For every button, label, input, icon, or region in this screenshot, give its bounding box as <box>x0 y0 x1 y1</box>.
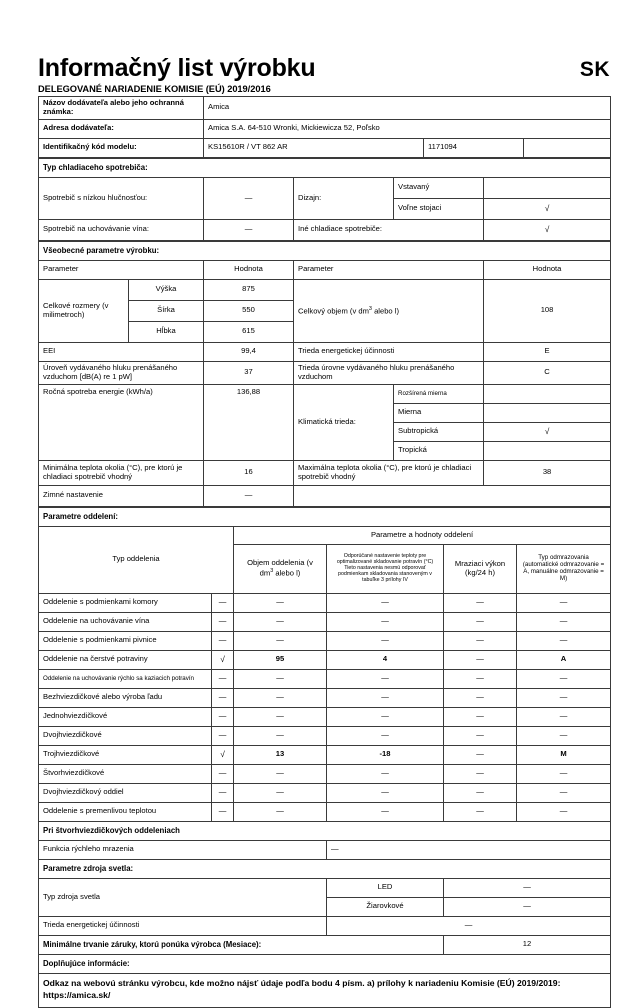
table-row <box>39 954 611 973</box>
document-header <box>38 56 610 81</box>
design-label: Dizajn: <box>294 177 394 219</box>
table-row <box>39 859 611 878</box>
table-row <box>39 802 611 821</box>
compartment-present: — <box>212 764 234 783</box>
fast-freeze-value: — <box>327 840 611 859</box>
noise-class-label: Trieda úrovne vydávaného hluku prenášaného vzduchom <box>294 361 484 384</box>
compartment-volume: — <box>234 707 327 726</box>
compartment-volume: 95 <box>234 650 327 669</box>
compartment-label: Oddelenie s podmienkami komory <box>39 593 212 612</box>
winter-setting-value: — <box>204 485 294 506</box>
compartment-freezing: — <box>444 593 517 612</box>
manufacturer-website-note: Odkaz na webovú stránku výrobcu, kde možno nájsť údaje podľa bodu 4 písm. a) prílohy k nariadeniu Komisie (EÚ) 2019/2019: https://amica.sk/ <box>39 973 611 1007</box>
height-value: 875 <box>204 279 294 300</box>
compartment-temp: 4 <box>327 650 444 669</box>
noise-level-value: 37 <box>204 361 294 384</box>
table-row <box>39 764 611 783</box>
light-efficiency-value: — <box>327 916 611 935</box>
compartment-present: — <box>212 612 234 631</box>
climate-tropical-value <box>484 441 611 460</box>
table-row <box>39 973 611 1007</box>
compartment-present: — <box>212 631 234 650</box>
light-source-type-label: Typ zdroja svetla <box>39 878 327 916</box>
compartment-freezing: — <box>444 688 517 707</box>
table-row <box>39 485 611 506</box>
low-noise-label: Spotrebič s nízkou hlučnosťou: <box>39 177 204 219</box>
compartment-temp: — <box>327 612 444 631</box>
compartment-defrost: — <box>517 688 611 707</box>
compartment-freezing: — <box>444 783 517 802</box>
table-row <box>39 138 611 157</box>
table-row <box>39 707 611 726</box>
design-builtin-value <box>484 177 611 198</box>
warranty-value: 12 <box>444 935 611 954</box>
compartment-volume: — <box>234 669 327 688</box>
model-code-value: KS15610R / VT 862 AR <box>204 138 424 157</box>
compartment-volume: — <box>234 783 327 802</box>
compartment-volume: — <box>234 726 327 745</box>
compartment-label: Štvorhviezdičkové <box>39 764 212 783</box>
low-noise-value: — <box>204 177 294 219</box>
compartment-present: — <box>212 802 234 821</box>
table-row <box>39 593 611 612</box>
compartment-freezing: — <box>444 726 517 745</box>
climate-temperate-label: Mierna <box>394 403 484 422</box>
supplier-address-value: Amica S.A. 64-510 Wronki, Mickiewicza 52, Poľsko <box>204 119 611 138</box>
compartment-freezing: — <box>444 707 517 726</box>
table-row <box>39 241 611 260</box>
compartment-label: Dvojhviezdičkový oddiel <box>39 783 212 802</box>
depth-value: 615 <box>204 321 294 342</box>
table-row <box>39 526 611 544</box>
compartment-temp: — <box>327 669 444 688</box>
compartment-freezing: — <box>444 802 517 821</box>
table-row <box>39 361 611 384</box>
warranty-label: Minimálne trvanie záruky, ktorú ponúka výrobca (Mesiace): <box>39 935 444 954</box>
eei-label: EEI <box>39 342 204 361</box>
compartment-defrost: — <box>517 802 611 821</box>
supplier-name-label: Názov dodávateľa alebo jeho ochranná známka: <box>39 97 204 120</box>
compartment-present: — <box>212 688 234 707</box>
table-row <box>39 342 611 361</box>
table-row <box>39 219 611 240</box>
energy-class-value: E <box>484 342 611 361</box>
col-defrost-type: Typ odmrazovania (automatické odmrazovanie = A, manuálne odmrazovanie = M) <box>517 544 611 593</box>
table-row <box>39 821 611 840</box>
compartment-defrost: — <box>517 726 611 745</box>
incandescent-value: — <box>444 897 611 916</box>
appliance-type-section-title: Typ chladiaceho spotrebiča: <box>39 158 611 177</box>
table-row <box>39 507 611 526</box>
climate-class-label: Klimatická trieda: <box>294 384 394 460</box>
table-row <box>39 177 611 198</box>
climate-subtropical-value: √ <box>484 422 611 441</box>
table-row <box>39 260 611 279</box>
incandescent-label: Žiarovkové <box>327 897 444 916</box>
total-volume-value: 108 <box>484 279 611 342</box>
compartment-temp: — <box>327 783 444 802</box>
compartment-label: Bezhviezdičkové alebo výroba ľadu <box>39 688 212 707</box>
col-parameter-1: Parameter <box>39 260 204 279</box>
noise-level-label: Úroveň vydávaného hluku prenášaného vzduchom [dB(A) re 1 pW] <box>39 361 204 384</box>
table-row <box>39 745 611 764</box>
light-efficiency-label: Trieda energetickej účinnosti <box>39 916 327 935</box>
table-row <box>39 631 611 650</box>
table-row <box>39 158 611 177</box>
model-code-label: Identifikačný kód modelu: <box>39 138 204 157</box>
table-row <box>39 878 611 897</box>
height-label: Výška <box>129 279 204 300</box>
col-freezing-capacity: Mraziaci výkon (kg/24 h) <box>444 544 517 593</box>
table-row <box>39 97 611 120</box>
table-row <box>39 279 611 300</box>
dimensions-label: Celkové rozmery (v milimetroch) <box>39 279 129 342</box>
annual-energy-label: Ročná spotreba energie (kWh/a) <box>39 384 204 460</box>
max-temp-label: Maximálna teplota okolia (°C), pre ktorú je chladiaci spotrebič vhodný <box>294 460 484 485</box>
table-row <box>39 688 611 707</box>
annual-energy-value: 136,88 <box>204 384 294 460</box>
compartment-label: Trojhviezdičkové <box>39 745 212 764</box>
table-row <box>39 840 611 859</box>
table-row <box>39 726 611 745</box>
width-label: Šírka <box>129 300 204 321</box>
compartment-freezing: — <box>444 669 517 688</box>
page-title: Informačný list výrobku <box>38 54 316 82</box>
climate-subtropical-label: Subtropická <box>394 422 484 441</box>
table-row <box>39 783 611 802</box>
col-value-2: Hodnota <box>484 260 611 279</box>
width-value: 550 <box>204 300 294 321</box>
col-compartment-type: Typ oddelenia <box>39 526 234 593</box>
max-temp-value: 38 <box>484 460 611 485</box>
wine-storage-value: — <box>204 219 294 240</box>
winter-setting-label: Zimné nastavenie <box>39 485 204 506</box>
table-row <box>39 916 611 935</box>
climate-tropical-label: Tropická <box>394 441 484 460</box>
compartment-defrost: M <box>517 745 611 764</box>
compartment-defrost: — <box>517 612 611 631</box>
compartment-defrost: — <box>517 783 611 802</box>
compartment-freezing: — <box>444 631 517 650</box>
min-temp-label: Minimálna teplota okolia (°C), pre ktorú je chladiaci spotrebič vhodný <box>39 460 204 485</box>
design-freestanding-value: √ <box>484 198 611 219</box>
compartment-volume: — <box>234 764 327 783</box>
compartment-temp: — <box>327 688 444 707</box>
col-temp-line2: Tieto nastavenia nesmú odporovať podmienkam skladovania stanoveným v tabuľke 3 prílohy IV <box>338 565 432 583</box>
table-row <box>39 669 611 688</box>
appliance-type-table <box>38 158 611 241</box>
compartment-label: Oddelenie na čerstvé potraviny <box>39 650 212 669</box>
total-volume-label: Celkový objem (v $dm^3$ alebo l) <box>294 279 484 342</box>
compartment-present: √ <box>212 745 234 764</box>
compartment-defrost: A <box>517 650 611 669</box>
compartment-volume: — <box>234 688 327 707</box>
compartment-present: — <box>212 593 234 612</box>
design-builtin-label: Vstavaný <box>394 177 484 198</box>
design-freestanding-label: Voľne stojaci <box>394 198 484 219</box>
compartment-volume: — <box>234 593 327 612</box>
wine-storage-label: Spotrebič na uchovávanie vína: <box>39 219 204 240</box>
compartment-present: — <box>212 707 234 726</box>
regulation-subtitle: DELEGOVANÉ NARIADENIE KOMISIE (EÚ) 2019/2016 <box>38 84 271 94</box>
eei-value: 99,4 <box>204 342 294 361</box>
compartment-temp: — <box>327 707 444 726</box>
climate-temperate-value <box>484 403 611 422</box>
compartment-present: √ <box>212 650 234 669</box>
climate-extended-label: Rozšírená mierna <box>394 384 484 403</box>
supplier-address-label: Adresa dodávateľa: <box>39 119 204 138</box>
compartment-temp: — <box>327 726 444 745</box>
model-code-extra: 1171094 <box>424 138 524 157</box>
compartment-defrost: — <box>517 631 611 650</box>
compartment-temp: — <box>327 593 444 612</box>
col-recommended-temperature <box>327 544 444 593</box>
table-row <box>39 612 611 631</box>
compartment-present: — <box>212 669 234 688</box>
compartment-present: — <box>212 726 234 745</box>
compartment-volume: 13 <box>234 745 327 764</box>
col-temp-line1: Odporúčané nastavenie teploty pre optimalizované skladovanie potravín (°C) <box>336 553 434 566</box>
winter-setting-blank <box>294 485 611 506</box>
additional-info-section-title: Doplňujúce informácie: <box>39 954 611 973</box>
compartment-label: Oddelenie s premenlivou teplotou <box>39 802 212 821</box>
compartment-defrost: — <box>517 669 611 688</box>
compartments-section-title: Parametre oddelení: <box>39 507 611 526</box>
compartment-label: Oddelenie na uchovávanie rýchlo sa kaziacich potravín <box>39 669 212 688</box>
col-compartment-volume: Objem oddelenia (v $dm^3$ alebo l) <box>234 544 327 593</box>
led-label: LED <box>327 878 444 897</box>
table-row <box>39 650 611 669</box>
supplier-name-value: Amica <box>204 97 611 120</box>
noise-class-value: C <box>484 361 611 384</box>
climate-extended-value <box>484 384 611 403</box>
general-section-title: Všeobecné parametre výrobku: <box>39 241 611 260</box>
compartment-freezing: — <box>444 745 517 764</box>
compartment-defrost: — <box>517 764 611 783</box>
compartments-group-header: Parametre a hodnoty oddelení <box>234 526 611 544</box>
compartment-temp: -18 <box>327 745 444 764</box>
compartment-temp: — <box>327 764 444 783</box>
fast-freeze-label: Funkcia rýchleho mrazenia <box>39 840 327 859</box>
compartment-volume: — <box>234 802 327 821</box>
table-row <box>39 384 611 403</box>
model-code-blank <box>524 138 611 157</box>
general-parameters-table <box>38 241 611 507</box>
compartment-volume: — <box>234 631 327 650</box>
other-appliances-label: Iné chladiace spotrebiče: <box>294 219 484 240</box>
min-temp-value: 16 <box>204 460 294 485</box>
compartment-label: Jednohviezdičkové <box>39 707 212 726</box>
led-value: — <box>444 878 611 897</box>
compartment-defrost: — <box>517 707 611 726</box>
col-parameter-2: Parameter <box>294 260 484 279</box>
compartment-freezing: — <box>444 650 517 669</box>
compartment-defrost: — <box>517 593 611 612</box>
depth-label: Hĺbka <box>129 321 204 342</box>
compartment-volume: — <box>234 612 327 631</box>
compartment-label: Oddelenie s podmienkami pivnice <box>39 631 212 650</box>
compartment-present: — <box>212 783 234 802</box>
light-source-section-title: Parametre zdroja svetla: <box>39 859 611 878</box>
col-value-1: Hodnota <box>204 260 294 279</box>
compartments-table <box>38 507 611 1008</box>
other-appliances-value: √ <box>484 219 611 240</box>
compartment-temp: — <box>327 631 444 650</box>
energy-class-label: Trieda energetickej účinnosti <box>294 342 484 361</box>
compartment-label: Dvojhviezdičkové <box>39 726 212 745</box>
compartment-temp: — <box>327 802 444 821</box>
four-star-section-title: Pri štvorhviezdičkových oddeleniach <box>39 821 611 840</box>
table-row <box>39 460 611 485</box>
supplier-table <box>38 96 611 158</box>
language-code: SK <box>579 58 610 81</box>
compartment-freezing: — <box>444 612 517 631</box>
table-row <box>39 935 611 954</box>
table-row <box>39 119 611 138</box>
compartment-label: Oddelenie na uchovávanie vína <box>39 612 212 631</box>
compartment-freezing: — <box>444 764 517 783</box>
